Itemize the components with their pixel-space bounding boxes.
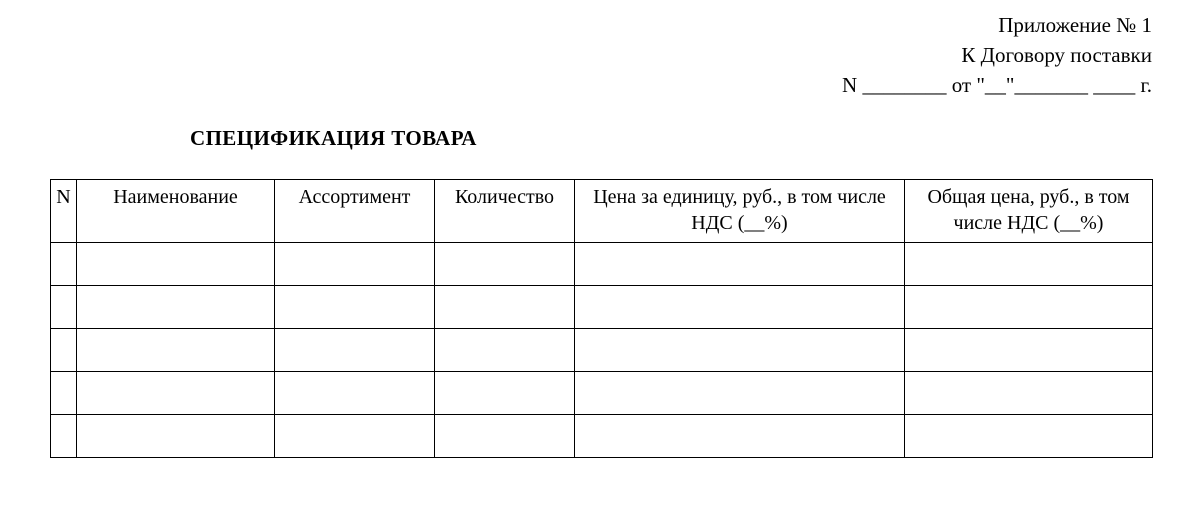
column-header-assortment: Ассортимент <box>275 180 435 243</box>
cell-name[interactable] <box>77 286 275 329</box>
column-header-quantity: Количество <box>435 180 575 243</box>
specification-table <box>50 179 1153 458</box>
cell-name[interactable] <box>77 415 275 458</box>
cell-total-price[interactable] <box>905 415 1153 458</box>
column-header-total-price: Общая цена, руб., в том числе НДС (__%) <box>905 180 1153 243</box>
cell-quantity[interactable] <box>435 415 575 458</box>
table-row <box>51 372 1153 415</box>
cell-number[interactable] <box>51 415 77 458</box>
cell-quantity[interactable] <box>435 286 575 329</box>
cell-total-price[interactable] <box>905 286 1153 329</box>
cell-unit-price[interactable] <box>575 372 905 415</box>
table-body <box>51 243 1153 458</box>
cell-number[interactable] <box>51 286 77 329</box>
column-header-name: Наименование <box>77 180 275 243</box>
table-header <box>51 180 1153 243</box>
cell-name[interactable] <box>77 329 275 372</box>
cell-number[interactable] <box>51 243 77 286</box>
document-header <box>0 0 1200 100</box>
table-row <box>51 329 1153 372</box>
cell-quantity[interactable] <box>435 329 575 372</box>
column-header-unit-price: Цена за единицу, руб., в том числе НДС (__%) <box>575 180 905 243</box>
cell-total-price[interactable] <box>905 329 1153 372</box>
cell-quantity[interactable] <box>435 372 575 415</box>
cell-assortment[interactable] <box>275 415 435 458</box>
header-line-contract: К Договору поставки <box>961 43 1152 67</box>
cell-assortment[interactable] <box>275 329 435 372</box>
cell-total-price[interactable] <box>905 372 1153 415</box>
cell-unit-price[interactable] <box>575 286 905 329</box>
specification-table-wrapper <box>0 179 1200 458</box>
cell-unit-price[interactable] <box>575 415 905 458</box>
cell-unit-price[interactable] <box>575 329 905 372</box>
cell-name[interactable] <box>77 372 275 415</box>
page-title: СПЕЦИФИКАЦИЯ ТОВАРА <box>190 126 477 150</box>
cell-assortment[interactable] <box>275 243 435 286</box>
column-header-number: N <box>51 180 77 243</box>
cell-number[interactable] <box>51 329 77 372</box>
table-row <box>51 286 1153 329</box>
cell-quantity[interactable] <box>435 243 575 286</box>
header-line-number-date: N ________ от "__"_______ ____ г. <box>842 73 1152 97</box>
cell-assortment[interactable] <box>275 372 435 415</box>
header-line-appendix: Приложение № 1 <box>998 13 1152 37</box>
cell-unit-price[interactable] <box>575 243 905 286</box>
cell-total-price[interactable] <box>905 243 1153 286</box>
table-header-row <box>51 180 1153 243</box>
table-row <box>51 415 1153 458</box>
table-row <box>51 243 1153 286</box>
cell-number[interactable] <box>51 372 77 415</box>
cell-name[interactable] <box>77 243 275 286</box>
cell-assortment[interactable] <box>275 286 435 329</box>
